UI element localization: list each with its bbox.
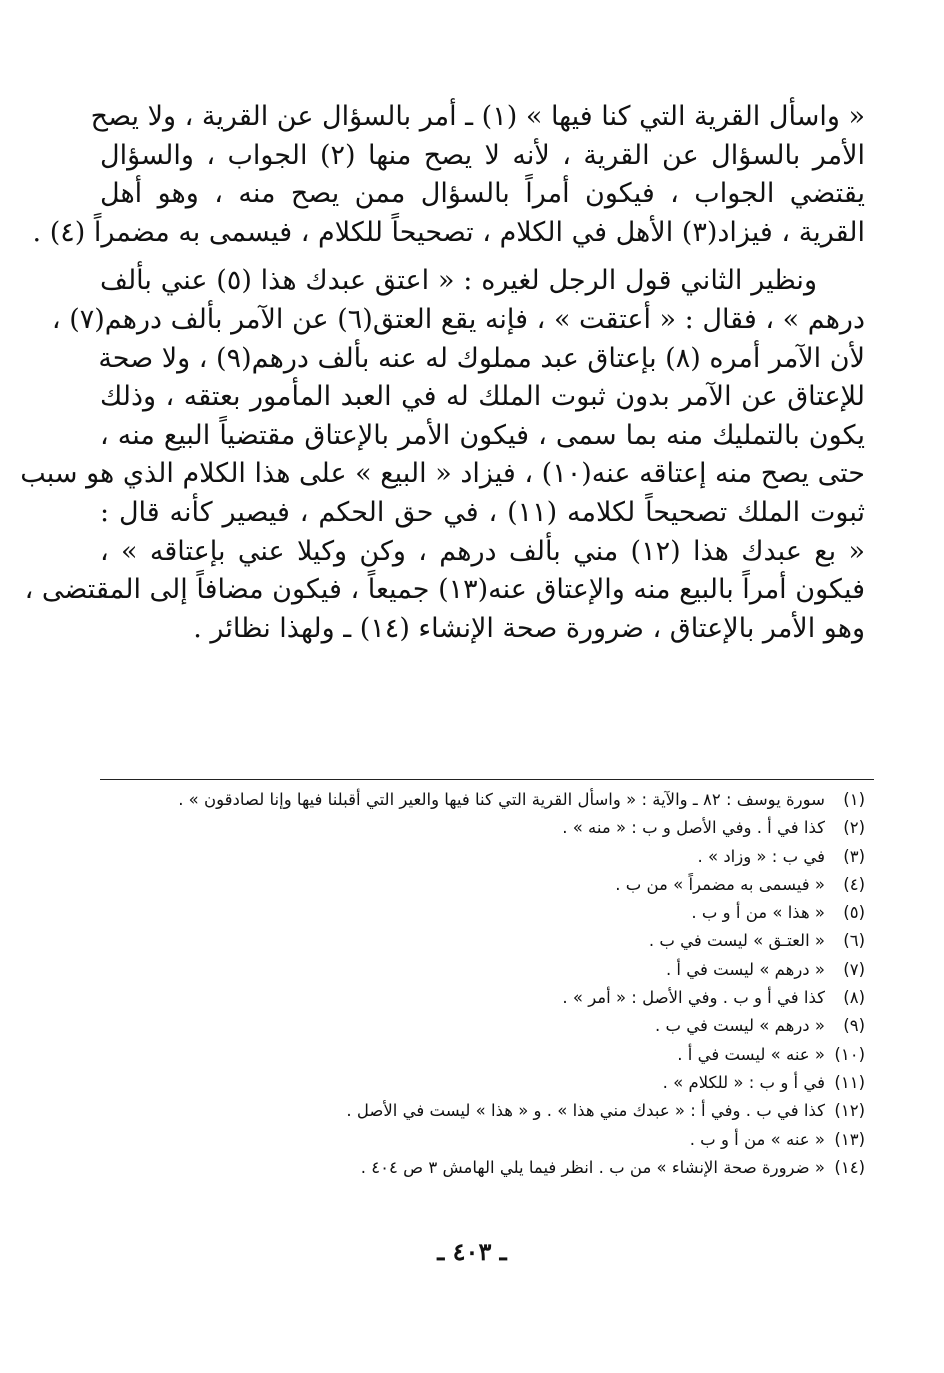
footnote-text: « درهم » ليست في ب . [654,1016,825,1036]
footnote-number: (١١) [834,1072,865,1092]
footnote-number: (١٠) [834,1044,865,1064]
footnote [100,786,865,814]
footnote [100,927,865,955]
footnote-text: سورة يوسف : ٨٢ ـ والآية : « واسأل القرية التي كنا فيها والعير التي أقبلنا فيها وإنا لصادقون » . [178,790,825,809]
footnote-text: « العتـق » ليست في ب . [648,931,825,951]
footnote-text: « ضرورة صحة الإنشاء » من ب . انظر فيما يلي الهامش ٣ ص ٤٠٤ . [360,1157,825,1177]
footnote-number: (٩) [843,1016,865,1036]
footnote-number: (٤) [843,874,865,894]
footnote-number: (١٢) [834,1101,865,1121]
footnote-text: في ب : « وزاد » . [697,846,825,866]
footnote [100,1097,865,1125]
page-number: ـ ٤٠٣ ـ [437,1237,507,1266]
main-text [20,98,865,648]
footnote [100,1154,865,1182]
footnote-text: في أ و ب : « للكلام » . [662,1072,825,1092]
text-line: ثبوت الملك تصحيحاً لكلامه (١١) ، في حق الحكم ، فيصير كأنه قال : [100,496,865,528]
footnote-number: (٦) [843,931,865,951]
footnote [100,871,865,899]
text-line: لأن الآمر أمره (٨) بإعتاق عبد مملوك له عنه بألف درهم(٩) ، ولا صحة [98,342,865,374]
text-line: وهو الأمر بالإعتاق ، ضرورة صحة الإنشاء (١٤) ـ ولهذا نظائر . [193,612,865,644]
footnotes [100,786,865,1182]
footnote [100,984,865,1012]
footnote-text: كذا في أ . وفي الأصل و ب : « منه » . [562,818,825,838]
footnote [100,1041,865,1069]
footnote-text: « عنه » من أ و ب . [689,1129,825,1149]
text-line: يقتضي الجواب ، فيكون أمراً بالسؤال ممن يصح منه ، وهو أهل [100,178,865,210]
text-line: يكون بالتمليك منه بما سمى ، فيكون الأمر بالإعتاق مقتضياً البيع منه ، [100,419,865,451]
footnote [100,956,865,984]
text-line: للإعتاق عن الآمر بدون ثبوت الملك له في العبد المأمور بعتقه ، وذلك [100,381,865,413]
footnote [100,899,865,927]
footnote-text: كذا في أ و ب . وفي الأصل : « أمر » . [562,988,825,1008]
footnote-text: كذا في ب . وفي أ : « عبدك مني هذا » . و « هذا » ليست في الأصل . [346,1101,825,1121]
text-line: ونظير الثاني قول الرجل لغيره : « اعتق عبدك هذا (٥) عني بألف [100,265,817,297]
text-line: حتى يصح منه إعتاقه عنه(١٠) ، فيزاد « البيع » على هذا الكلام الذي هو سبب [20,458,865,490]
footnote-text: « عنه » ليست في أ . [677,1044,825,1064]
footnote-text: « هذا » من أ و ب . [691,903,825,923]
text-line: درهم » ، فقال : « أعتقت » ، فإنه يقع العتق(٦) عن الآمر بألف درهم(٧) ، [51,303,865,335]
footnote [100,843,865,871]
footnote-number: (٧) [843,959,865,979]
footnote [100,1069,865,1097]
footnote-number: (١٣) [834,1129,865,1149]
paragraph-gap [100,252,865,262]
footnote-number: (٥) [843,903,865,923]
footnote-text: « درهم » ليست في أ . [665,959,825,979]
footnote-divider [100,779,874,780]
text-line: « واسأل القرية التي كنا فيها » (١) ـ أمر بالسؤال عن القرية ، ولا يصح [90,101,865,132]
text-line: فيكون أمراً بالبيع منه والإعتاق عنه(١٣) جميعاً ، فيكون مضافاً إلى المقتضى ، [24,574,865,606]
footnote-number: (٣) [843,846,865,866]
footnote [100,814,865,842]
footnote-number: (١٤) [834,1157,865,1177]
text-line: « بع عبدك هذا (١٢) مني بألف درهم ، وكن وكيلا عني بإعتاقه » ، [100,535,865,567]
footnote-number: (٨) [843,988,865,1008]
footnote [100,1126,865,1154]
footnote-number: (١) [843,790,865,809]
footnote-text: « فيسمى به مضمراً » من ب . [615,874,825,894]
footnote-number: (٢) [843,818,865,838]
text-line: القرية ، فيزاد(٣) الأهل في الكلام ، تصحيحاً للكلام ، فيسمى به مضمراً (٤) . [32,216,865,248]
text-line: الأمر بالسؤال عن القرية ، لأنه لا يصح منها (٢) الجواب ، والسؤال [100,139,865,171]
footnote [100,1012,865,1040]
